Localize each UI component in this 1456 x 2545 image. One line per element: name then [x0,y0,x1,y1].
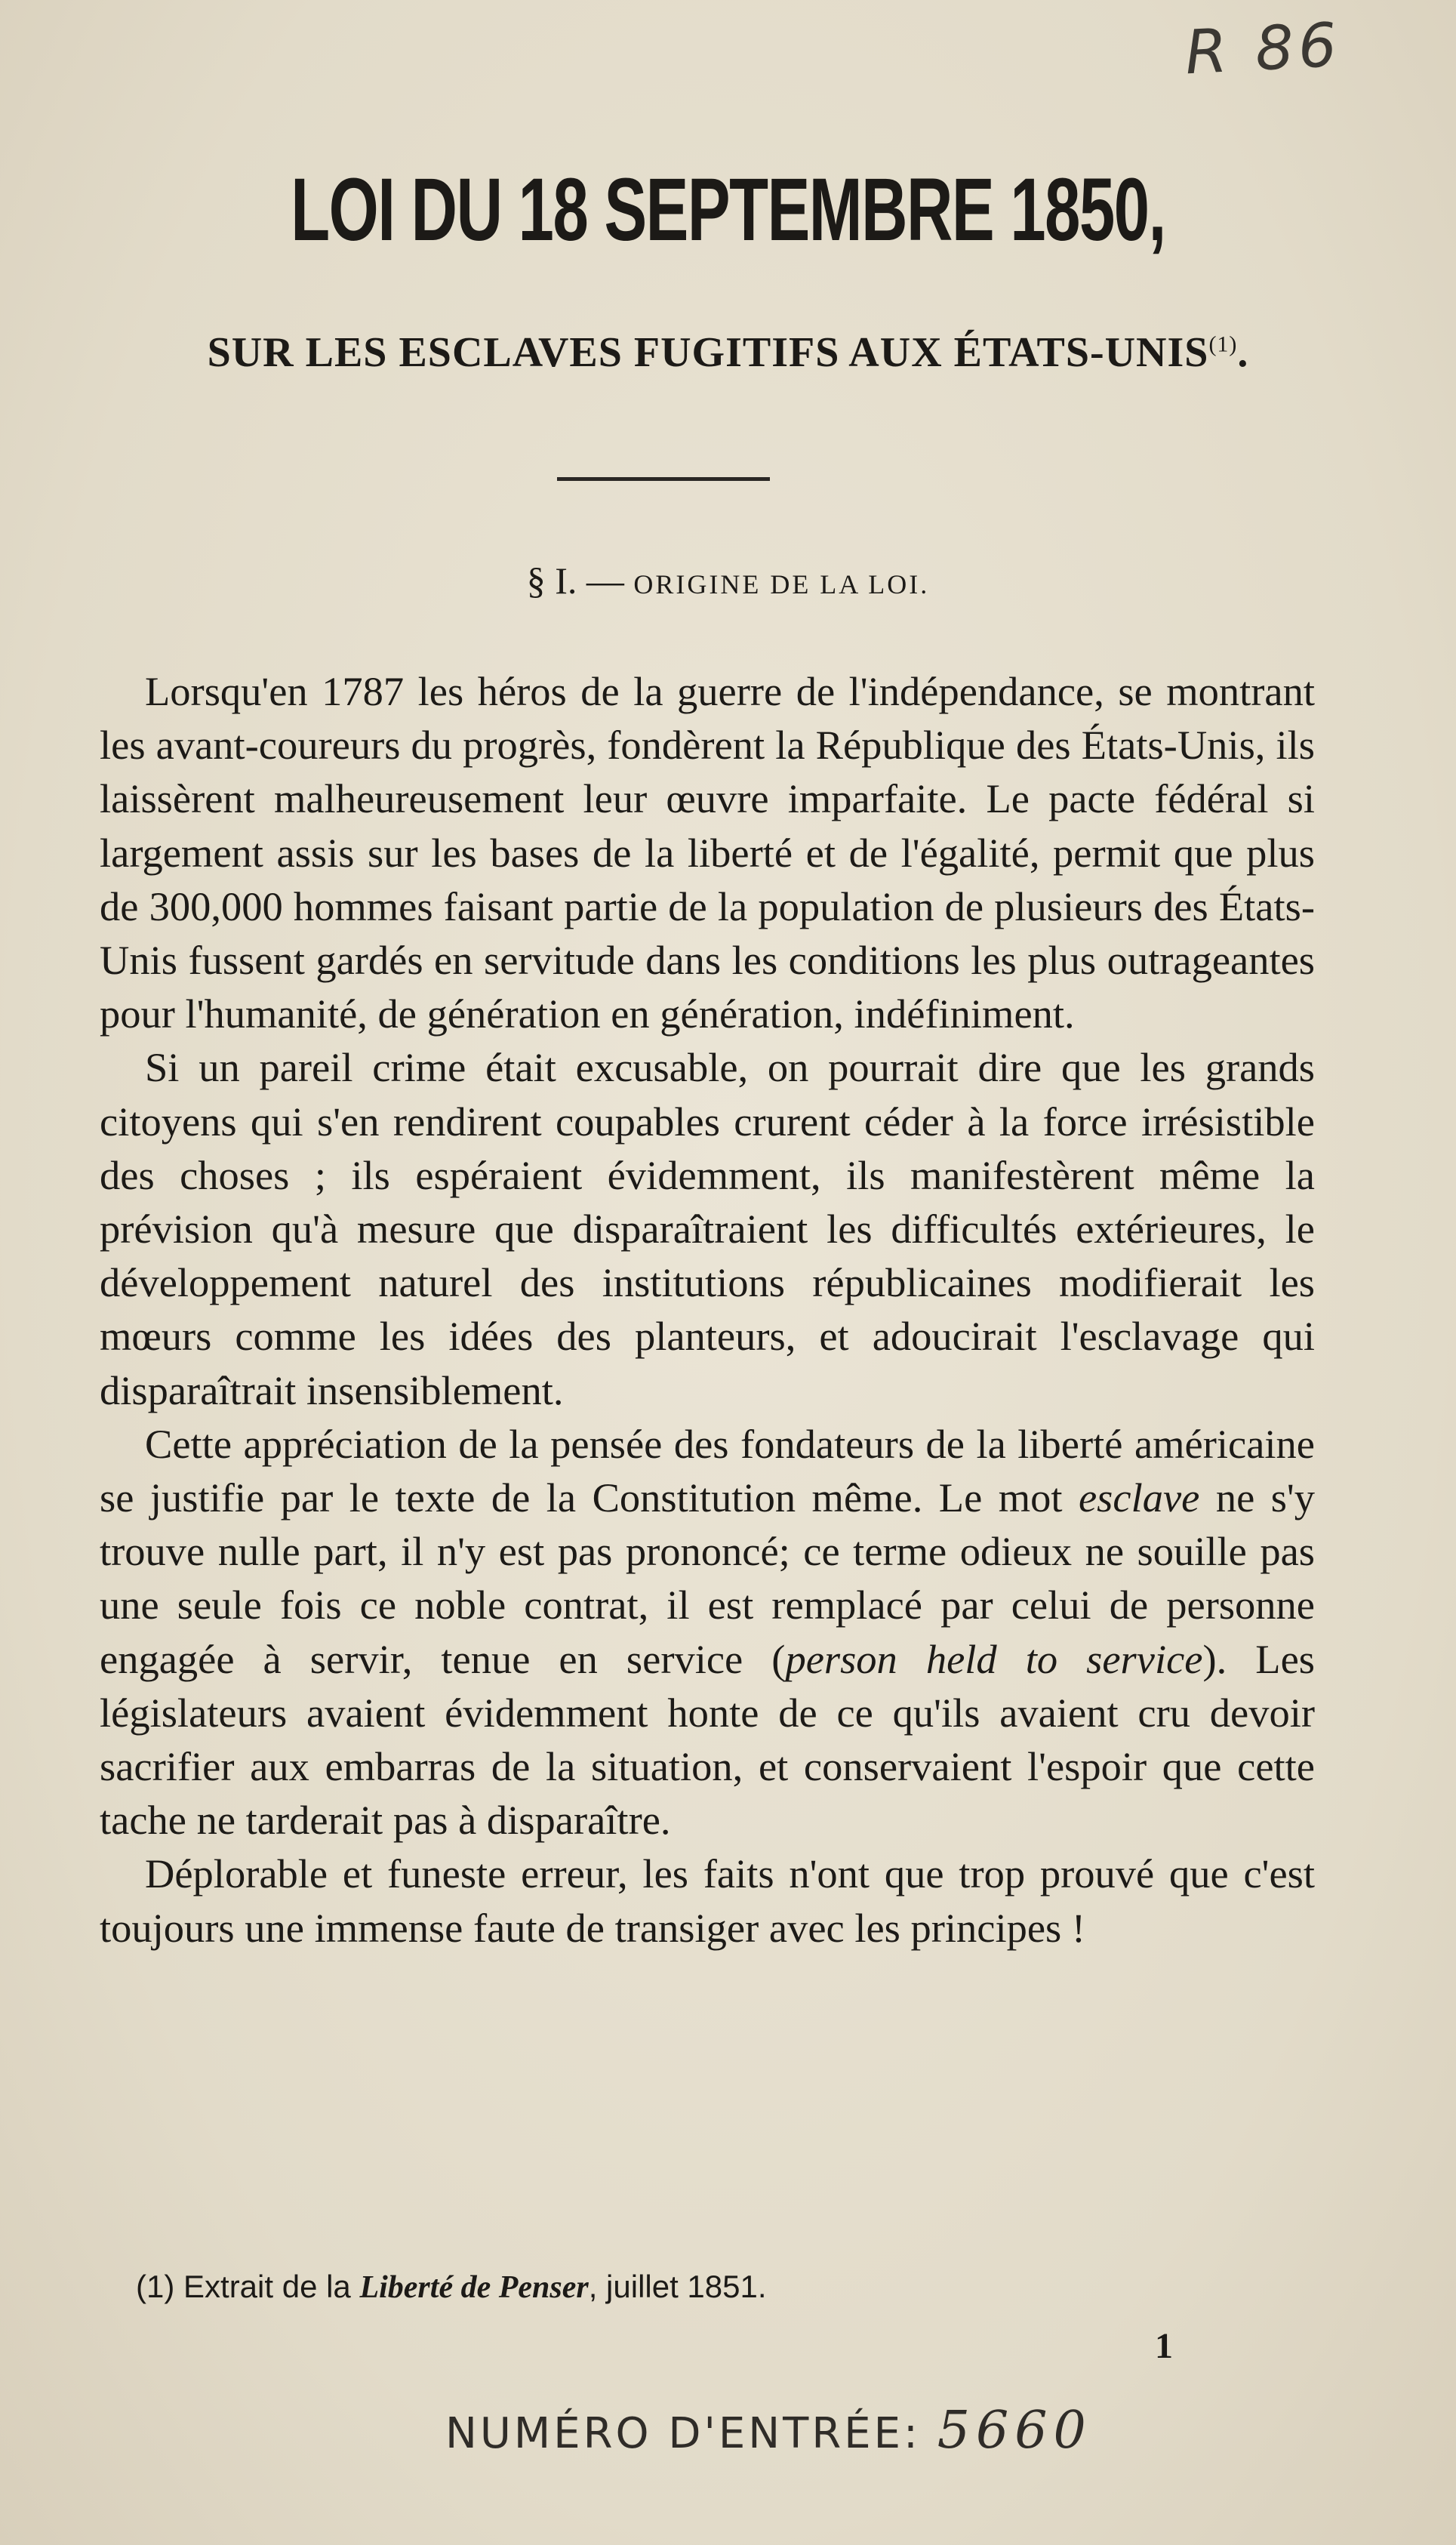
footnote-source: Liberté de Penser [359,2270,589,2305]
paragraph-3-part-1: Cette appréciation de la pensée des fondateurs de la liberté américaine se justifie par le texte de la Constitution même. Le mot [100,1420,1315,1521]
subtitle-text: SUR LES ESCLAVES FUGITIFS AUX ÉTATS-UNIS [207,329,1209,376]
paragraph-3-emphasis-2: person held to service [785,1635,1203,1682]
section-title: ORIGINE DE LA LOI. [633,569,930,599]
document-subtitle: SUR LES ESCLAVES FUGITIFS AUX ÉTATS-UNIS$^{(1)}$. [207,329,1249,376]
subtitle-footnote-marker: (1) [1208,331,1238,357]
document-title: LOI DU 18 SEPTEMBRE 1850, [291,160,1165,260]
handwritten-reference: R 86 [1183,9,1344,88]
section-symbol: § I. [526,559,577,602]
footnote-suffix: , juillet 1851. [588,2269,767,2304]
paragraph-3-emphasis-1: esclave [1078,1474,1200,1521]
paragraph-3 [100,1417,1315,1847]
paragraph-3-part-3: ). Les législateurs avaient évidemment honte de ce qu'ils avaient cru devoir sacrifier aux embarras de la situation, et conservaient l'espoir que cette tache ne tarderait pas à disparaître. [100,1635,1315,1844]
footnote-marker: (1) [136,2269,175,2304]
entry-stamp [445,2401,1092,2460]
paragraph-4: Déplorable et funeste erreur, les faits n'ont que trop prouvé que c'est toujours une immense faute de transiger avec les principes ! [100,1850,1315,1951]
stamp-label: NUMÉRO D'ENTRÉE: [445,2409,921,2458]
body-text [100,664,1315,1955]
stamp-number: 5660 [937,2401,1092,2460]
section-heading [0,559,1456,602]
paragraph-1: Lorsqu'en 1787 les héros de la guerre de l'indépendance, se montrant les avant-coureurs du progrès, fondèrent la République des États-Unis, ils laissèrent malheureusement leur œuvre imparfaite. Le pacte fédéral si largement assis sur les bases de la liberté et de l'égalité, permit que plus de 300,000 hommes faisant partie de la population de plusieurs des États-Unis fussent gardés en servitude dans les conditions les plus outrageantes pour l'humanité, de génération en génération, indéfiniment. [100,668,1315,1037]
page-number: 1 [1155,2326,1173,2366]
footnote-prefix: Extrait de la [183,2269,351,2304]
paragraph-3-part-2: ne s'y trouve nulle part, il n'y est pas prononcé; ce terme odieux ne souille pas une seule fois ce noble contrat, il est remplacé par celui de personne engagée à servir, tenue en service ( [100,1474,1315,1682]
section-dash: — [586,559,624,602]
separator-rule [557,477,770,481]
paragraph-2: Si un pareil crime était excusable, on pourrait dire que les grands citoyens qui s'en rendirent coupables crurent céder à la force irrésistible des choses ; ils espéraient évidemment, ils manifestèrent même la prévision qu'à mesure que disparaîtraient les difficultés extérieures, le développement naturel des institutions républicaines modifierait les mœurs comme les idées des planteurs, et adoucirait l'esclavage qui disparaîtrait insensiblement. [100,1044,1315,1413]
footnote [136,2269,767,2306]
